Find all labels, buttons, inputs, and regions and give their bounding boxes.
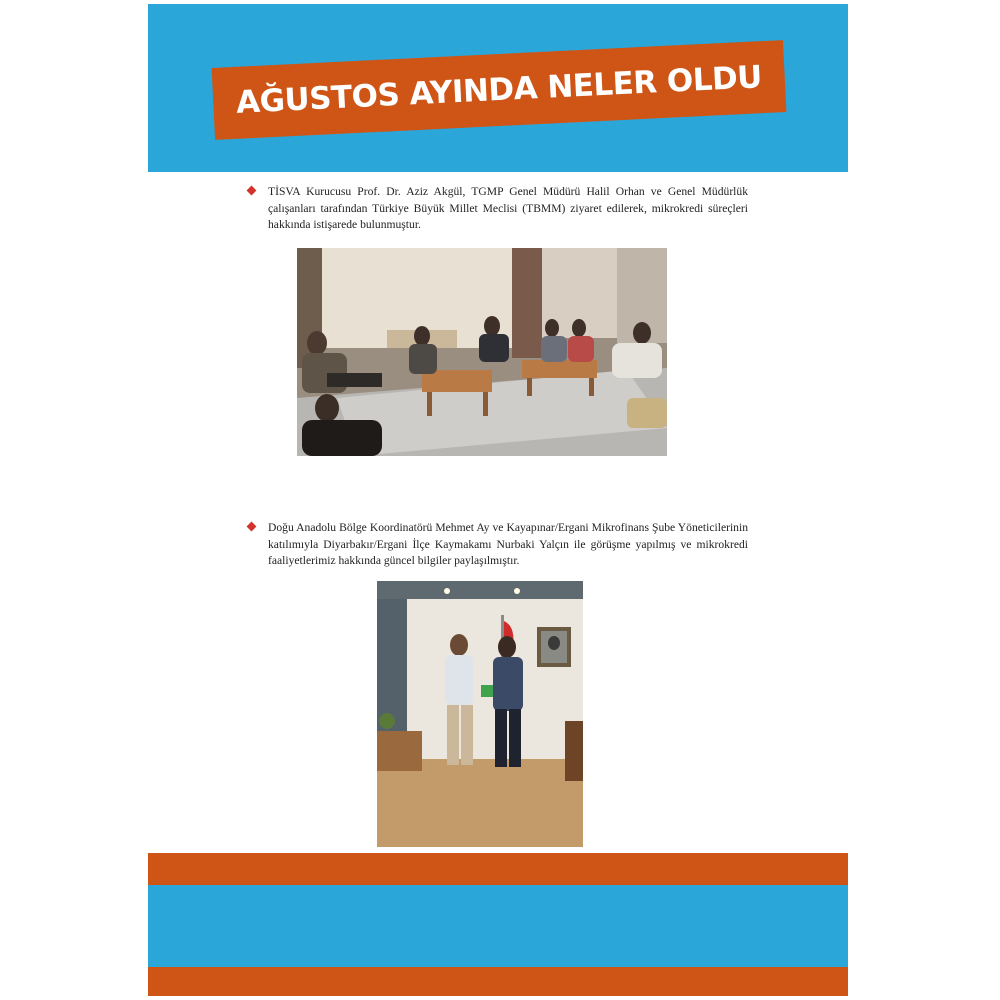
footer-orange-stripe-bottom	[148, 967, 848, 996]
page-title: AĞUSTOS AYINDA NELER OLDU	[235, 59, 763, 121]
news-item-tbmm-visit	[248, 184, 748, 234]
footer-orange-stripe-top	[148, 853, 848, 885]
newsletter-page	[148, 4, 848, 996]
news-item-ergani-meeting	[248, 520, 748, 570]
header-banner	[148, 4, 848, 172]
diamond-bullet-icon	[247, 186, 257, 196]
footer-blue-band	[148, 885, 848, 967]
title-ribbon	[212, 40, 787, 140]
news-text: Doğu Anadolu Bölge Koordinatörü Mehmet Ay ve Kayapınar/Ergani Mikrofinans Şube Yöneticilerinin katılımıyla Diyarbakır/Ergani İlçe Kaymakamı Nurbaki Yalçın ile görüşme yapılmış ve mikrokredi faaliyetlerimiz hakkında güncel bilgiler paylaşılmıştır.	[268, 521, 748, 568]
diamond-bullet-icon	[247, 522, 257, 532]
meeting-room-photo	[297, 248, 667, 456]
news-text: TİSVA Kurucusu Prof. Dr. Aziz Akgül, TGMP Genel Müdürü Halil Orhan ve Genel Müdürlük çalışanları tarafından Türkiye Büyük Millet Meclisi (TBMM) ziyaret edilerek, mikrokredi süreçleri hakkında istişarede bulunmuştur.	[268, 185, 748, 232]
office-handshake-photo	[377, 581, 583, 847]
